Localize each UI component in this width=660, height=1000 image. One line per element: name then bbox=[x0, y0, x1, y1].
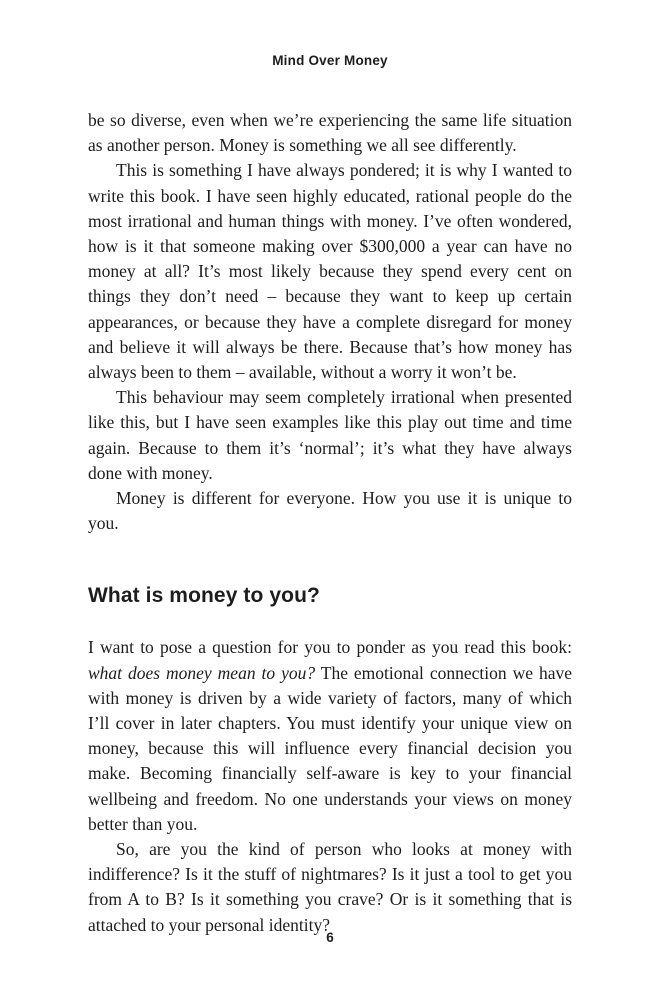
section-heading: What is money to you? bbox=[88, 584, 320, 608]
paragraph-segment-italic: what does money mean to you? bbox=[88, 662, 316, 683]
paragraph: So, are you the kind of person who looks at money with indifference? Is it the stuff of nightmares? Is it just a tool to get you from A to B? Is it something you crave? Or is it something that is attached to your personal identity? bbox=[88, 839, 572, 935]
page-number: 6 bbox=[326, 930, 334, 945]
paragraph: Money is different for everyone. How you use it is unique to you. bbox=[88, 488, 572, 534]
running-header: Mind Over Money bbox=[272, 53, 388, 68]
paragraph-segment: The emotional connection we have with money is driven by a wide variety of factors, many of which I’ll cover in later chapters. You must identify your unique view on money, because this will influence every financial decision you make. Becoming financially self-aware is key to your financial wellbeing and freedom. No one understands your views on money better than you. bbox=[88, 662, 572, 834]
paragraph bbox=[88, 635, 572, 837]
body-text-block bbox=[88, 108, 572, 938]
paragraph: This behaviour may seem completely irrational when presented like this, but I have seen examples like this play out time and time again. Because to them it’s ‘normal’; it’s what they have always done with money. bbox=[88, 387, 572, 483]
paragraph-segment: I want to pose a question for you to ponder as you read this book: bbox=[88, 637, 572, 658]
paragraph-continuation: be so diverse, even when we’re experiencing the same life situation as another person. Money is something we all see differently. bbox=[88, 110, 572, 156]
paragraph: This is something I have always pondered; it is why I wanted to write this book. I have seen highly educated, rational people do the most irrational and human things with money. I’ve often wondered, how is it that someone making over $300,000 a year can have no money at all? It’s most likely because they spend every cent on things they don’t need – because they want to keep up certain appearances, or because they have a complete disregard for money and believe it will always be there. Because that’s how money has always been to them – available, without a worry it won’t be. bbox=[88, 160, 572, 383]
